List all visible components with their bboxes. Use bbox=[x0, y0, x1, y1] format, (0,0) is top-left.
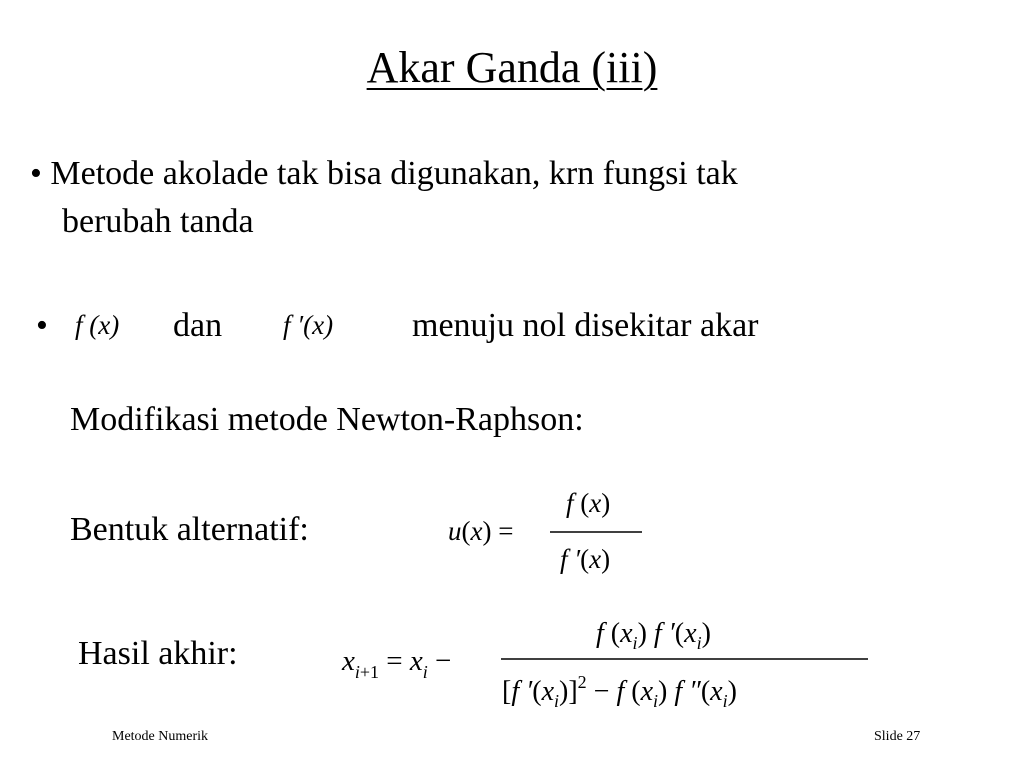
slide-title-text: Akar Ganda (iii) bbox=[366, 43, 658, 92]
bullet-akolade bbox=[30, 150, 990, 246]
alt-formula bbox=[440, 484, 660, 584]
bullet-akolade-line2: berubah tanda bbox=[62, 203, 254, 240]
result-label: Hasil akhir: bbox=[78, 635, 238, 672]
math-f-of-x: f (x) bbox=[75, 310, 120, 340]
bullet-marker-2: • bbox=[36, 307, 48, 344]
bullet-marker: • bbox=[30, 155, 42, 192]
alt-formula-lhs: u(x) = bbox=[448, 516, 514, 546]
alternative-form-label: Bentuk alternatif: bbox=[70, 511, 309, 548]
result-formula-lhs: $x_{i+1} = x_i$ − bbox=[342, 645, 452, 682]
result-formula-numerator: f $(x_i)$ f $'(x_i)$ bbox=[596, 618, 711, 653]
result-formula-denominator: [f $'(x_i)]^2 - f$ $(x_i)$ f $''(x_i)$ bbox=[502, 672, 737, 711]
alt-formula-numerator: f (x) bbox=[566, 488, 611, 518]
modification-heading: Modifikasi metode Newton-Raphson: bbox=[70, 401, 584, 438]
math-f-prime-of-x: f ′(x) bbox=[283, 310, 334, 340]
footer-slide-number: Slide 27 bbox=[874, 729, 921, 744]
bullet-rest-text: menuju nol disekitar akar bbox=[412, 307, 759, 344]
alt-formula-denominator: f ′(x) bbox=[560, 544, 611, 574]
footer-course-name: Metode Numerik bbox=[112, 729, 209, 744]
bullet-akolade-line1: Metode akolade tak bisa digunakan, krn fungsi tak bbox=[50, 155, 738, 192]
bullet-connector-dan: dan bbox=[173, 307, 223, 344]
slide-title bbox=[0, 42, 1024, 94]
result-formula bbox=[336, 608, 886, 718]
